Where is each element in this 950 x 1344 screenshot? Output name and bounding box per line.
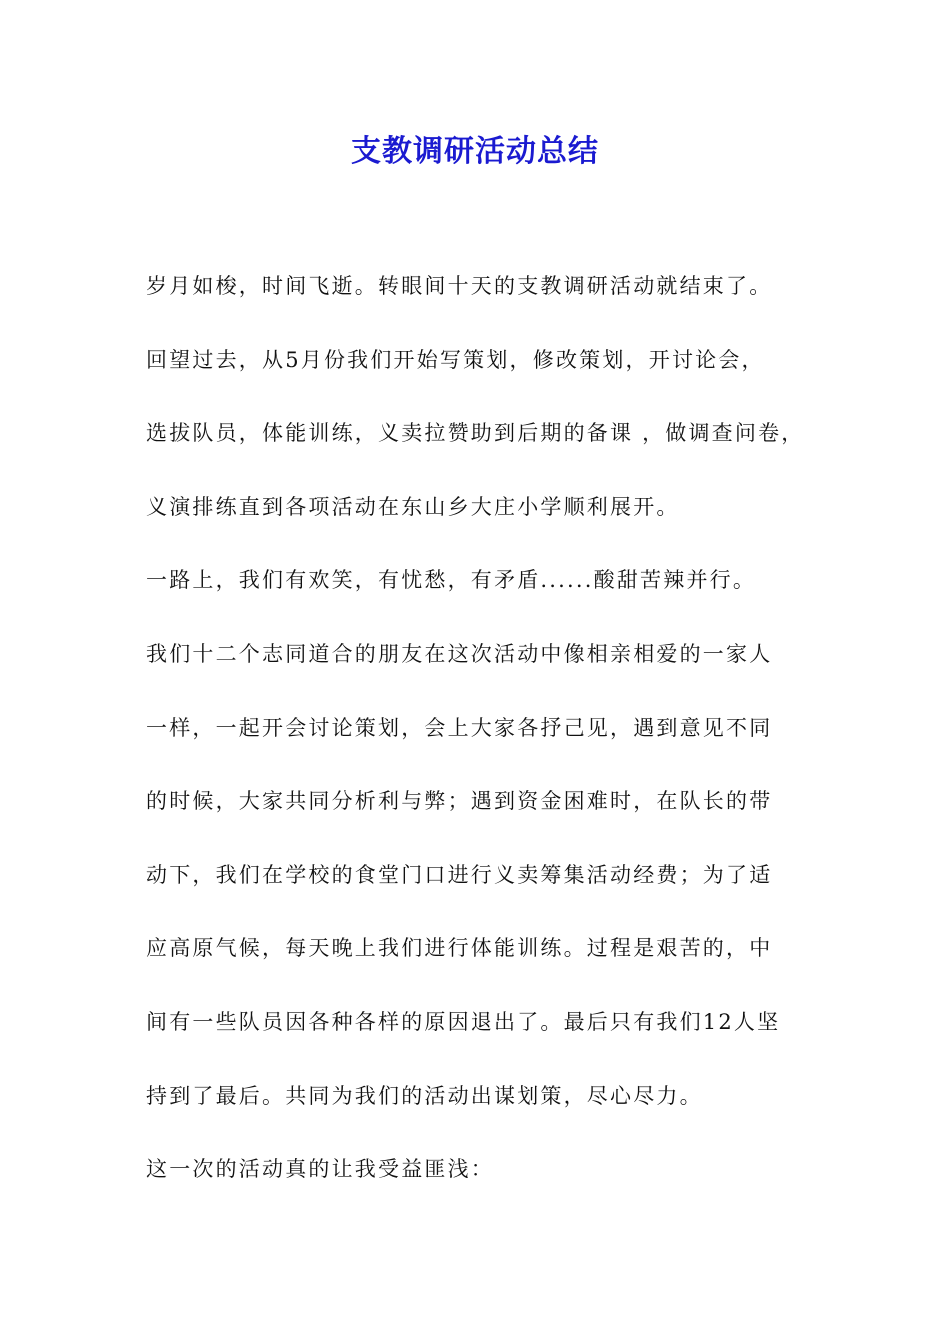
body-line: 我们十二个志同道合的朋友在这次活动中像相亲相爱的一家人 (146, 641, 773, 666)
body-line: 的时候，大家共同分析利与弊；遇到资金困难时，在队长的带 (146, 789, 773, 814)
document-body (146, 264, 846, 1221)
body-line: 动下，我们在学校的食堂门口进行义卖筹集活动经费；为了适 (146, 862, 773, 887)
body-line: 持到了最后。共同为我们的活动出谋划策，尽心尽力。 (146, 1083, 703, 1108)
body-line: 间有一些队员因各种各样的原因退出了。最后只有我们12人坚 (146, 1009, 781, 1034)
body-line: 应高原气候，每天晚上我们进行体能训练。过程是艰苦的，中 (146, 936, 773, 961)
body-line: 岁月如梭，时间飞逝。转眼间十天的支教调研活动就结束了。 (146, 274, 773, 298)
body-line: 一样，一起开会讨论策划，会上大家各抒己见，遇到意见不同 (146, 715, 773, 740)
document-title: 支教调研活动总结 (351, 134, 599, 169)
body-line: 义演排练直到各项活动在东山乡大庄小学顺利展开。 (146, 494, 680, 519)
body-line: 选拔队员，体能训练，义卖拉赞助到后期的备课 ，做调查问卷， (146, 421, 805, 446)
body-line: 这一次的活动真的让我受益匪浅： (146, 1157, 494, 1182)
body-line: 回望过去，从5月份我们开始写策划，修改策划，开讨论会， (146, 347, 765, 372)
body-line: 一路上，我们有欢笑，有忧愁，有矛盾......酸甜苦辣并行。 (146, 568, 757, 593)
